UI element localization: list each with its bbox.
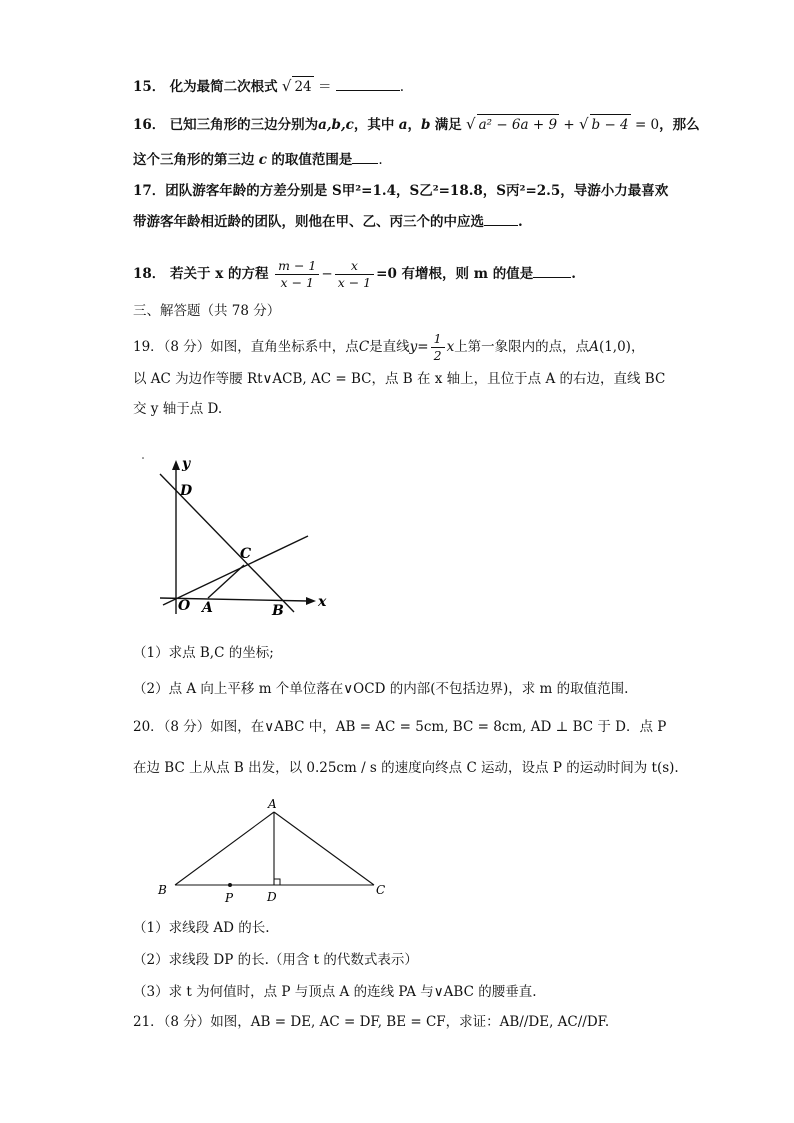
label-x: x: [318, 594, 327, 610]
q19-point-a: A: [589, 339, 599, 355]
q17-end: .: [518, 214, 523, 230]
q18-answer-blank[interactable]: [533, 277, 571, 278]
q15-answer-blank[interactable]: [336, 90, 400, 91]
q15-end: .: [399, 79, 405, 95]
question-16-line1: 16． 已知三角形的三边分别为a,b,c，其中 a，b 满足 √ a² − 6a + 9 + √ b − 4 = 0，那么: [133, 115, 700, 133]
q18-text-2: =0 有增根，则 m 的值是: [376, 266, 534, 282]
q19-var-y: y: [409, 339, 418, 355]
q16-eq-zero: = 0: [634, 117, 660, 133]
question-18: [133, 258, 576, 291]
q16-var-a: a: [398, 117, 408, 133]
q16-radical-2: b − 4: [590, 114, 631, 135]
q19-point-c: C: [358, 339, 370, 355]
label-c: C: [376, 883, 386, 897]
q16-end: .: [378, 152, 383, 168]
right-angle-mark: [274, 879, 280, 885]
q16-line2-text-b: 的取值范围是: [271, 152, 353, 168]
question-21-line1: 21．（8 分）如图，AB = DE, AC = DF, BE = CF，求证：AB//DE, AC//DF.: [133, 1014, 610, 1030]
label-p: P: [225, 891, 234, 905]
label-d: D: [180, 483, 193, 499]
q16-plus: +: [563, 117, 575, 133]
line-y-half-x: [163, 536, 308, 605]
q17-line2-text: 带游客年龄相近龄的团队，则他在甲、乙、丙三个的中应选: [133, 214, 484, 230]
q15-radicand: 24: [292, 76, 313, 97]
x-axis-arrow: [306, 597, 316, 605]
label-c: C: [240, 546, 252, 562]
stray-dot: [142, 457, 144, 459]
question-17-line2: [133, 212, 523, 232]
q18-end: .: [571, 266, 576, 282]
q19-fraction-den: 2: [433, 348, 442, 363]
q18-fraction-2-num: x: [335, 258, 374, 275]
figure-19-coordinate-plane: [138, 452, 338, 624]
q16-text-4: 满足: [434, 117, 462, 133]
point-p: [228, 883, 232, 887]
question-19-sub2: （2）点 A 向上平移 m 个单位落在∨OCD 的内部(不包括边界)，求 m 的取值范围.: [133, 681, 629, 697]
q19-text-2: 上第一象限内的点，点: [454, 339, 590, 355]
q18-text-1: 若关于 x 的方程: [170, 266, 269, 282]
question-20-sub3: （3）求 t 为何值时，点 P 与顶点 A 的连线 PA 与∨ABC 的腰垂直.: [133, 984, 537, 1000]
q19-fraction: [431, 331, 445, 364]
segment-ab: [175, 812, 274, 885]
q17-answer-blank[interactable]: [484, 225, 518, 226]
q16-var-b: b: [420, 117, 431, 133]
question-20-line1: 20．（8 分）如图，在∨ABC 中，AB = AC = 5cm, BC = 8cm, AD ⊥ BC 于 D．点 P: [133, 719, 667, 735]
y-axis-arrow: [172, 460, 180, 470]
q18-fraction-2-den: x − 1: [337, 275, 372, 290]
q19-text-3: ，: [630, 339, 645, 355]
label-b: B: [158, 883, 167, 897]
q19-head: 19．（8 分）如图，直角坐标系中，点: [133, 339, 359, 355]
q16-vars: a,b,c: [318, 117, 354, 133]
segment-ac: [274, 812, 374, 885]
label-a: A: [202, 600, 213, 616]
question-20-line2: 在边 BC 上从点 B 出发，以 0.25cm / s 的速度向终点 C 运动，设点 P 的运动时间为 t(s).: [133, 760, 679, 776]
q18-fraction-2: [335, 258, 374, 291]
question-17-line1: [133, 181, 668, 201]
q16-text-5: ，那么: [659, 117, 700, 133]
q17-line1-text: 团队游客年龄的方差分别是 S甲²=1.4，S乙²=18.8，S丙²=2.5，导游小力最喜欢: [165, 183, 669, 199]
question-19-line1: [133, 331, 644, 364]
q15-text: 化为最简二次根式: [169, 79, 278, 95]
q16-line2-text-a: 这个三角形的第三边: [133, 152, 255, 168]
q17-number: 17．: [133, 183, 166, 199]
label-a: A: [268, 797, 277, 811]
question-19-sub1: （1）求点 B,C 的坐标;: [133, 645, 274, 661]
q18-fraction-1-den: x − 1: [280, 275, 314, 290]
q15-equals: ＝: [317, 79, 332, 95]
label-o: O: [178, 598, 191, 614]
q16-answer-blank[interactable]: [352, 163, 378, 164]
q16-text-1: 已知三角形的三边分别为: [169, 117, 319, 133]
q19-text-1: 是直线: [369, 339, 410, 355]
figure-20-triangle: [150, 795, 395, 905]
q19-var-x: x: [446, 339, 455, 355]
label-b: B: [272, 603, 284, 619]
question-19-line3: 交 y 轴于点 D.: [133, 401, 223, 417]
q18-minus: −: [321, 266, 333, 282]
label-y: y: [182, 456, 191, 472]
q19-equals: =: [417, 339, 429, 355]
q16-number: 16．: [133, 117, 166, 133]
question-16-line2: [133, 150, 383, 170]
question-20-sub1: （1）求线段 AD 的长.: [133, 920, 270, 936]
q18-fraction-1: [275, 258, 319, 291]
q16-var-c: c: [258, 152, 268, 168]
question-20-sub2: （2）求线段 DP 的长.（用含 t 的代数式表示）: [133, 952, 418, 968]
q16-text-3: ，: [407, 117, 421, 133]
q19-point-a-coord: (1,0): [598, 339, 631, 355]
question-15: 15． 化为最简二次根式 √ 24 ＝ .: [133, 77, 405, 95]
section-heading: 三、解答题（共 78 分）: [133, 303, 281, 319]
q18-fraction-1-num: m − 1: [275, 258, 319, 275]
label-d: D: [267, 890, 277, 904]
q18-number: 18．: [133, 266, 166, 282]
q15-number: 15．: [133, 79, 166, 95]
question-19-line2: 以 AC 为边作等腰 Rt∨ACB, AC = BC，点 B 在 x 轴上，且位于点 A 的右边，直线 BC: [133, 371, 666, 387]
q16-text-2: ，其中: [353, 117, 395, 133]
q19-fraction-num: 1: [431, 331, 445, 348]
q16-radical-1: a² − 6a + 9: [477, 114, 559, 135]
